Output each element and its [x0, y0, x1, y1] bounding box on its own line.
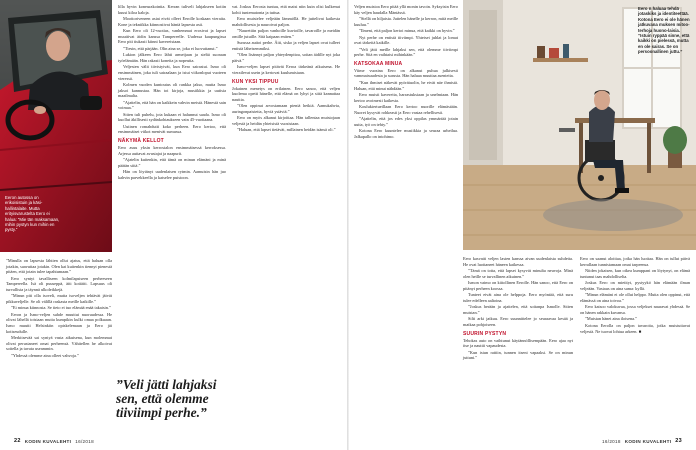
paragraph: Kotona Eerolla on paljon tavaroita, jotka muistuttavat veljestä. Ne tuovat lohtua arkeen. ■	[580, 323, 690, 334]
article-column-2	[118, 4, 226, 181]
paragraph: ”Ei minua kiinnosta. Se tieto ei tuo elämää enää takaisin.”	[11, 305, 111, 311]
paragraph: Nyt perhe on entistä tiiviimpi. Yhteiset juhlat ja lomat ovat tärkeitä kaikille.	[354, 34, 458, 46]
paragraph: ”Ajatelin kuitenkin, että tämä on minun elämäni ja minä päätän siitä.”	[118, 157, 226, 168]
paragraph: Hän on löytänyt uudenlaisen rytmin. Aamuisin hän juo kahvin parvekkeella ja katselee puistoon.	[118, 169, 226, 180]
paragraph: Kotona Eero kuuntelee musiikkia ja seuraa urheilua. Jalkapallo on intohimo.	[354, 128, 458, 139]
paragraph: Veljesten välit tiivistyivät, kun Eero sairastui. Ismo oli ensimmäinen, joka tuli sairaalaan ja istui viikonloput vuoteen vieressä.	[118, 64, 226, 81]
right-photo-caption: Eero n haluaa tehdä jotaskiks ja identiteettää. Kotona Eero ei ole hänen jatkuvana muksen mitoo-terhoja huono-laisia. “Istuin ryppää sinne, että kaikki on pielessä, mutta en ole sairas. Se on persoonallinen juttu.”	[638, 6, 690, 55]
paragraph: ”Olen lisännyt paljon yhteydenpitoa, soitan äidille nyt joka päivä.”	[232, 52, 340, 63]
paragraph: ”Haluan, että lapset tietävät, millainen heidän isänsä oli.”	[237, 127, 336, 133]
paragraph: ”Tämä on totta, että lapset kysyvät minulta neuvoja. Minä olen heille se turvallinen aikuinen.”	[463, 268, 573, 279]
paragraph: Kolmen vuoden kuntoutus oli rankka jakso, mutta Ismo jaksoi kannustaa. Hän toi kirjoja, musiikkia ja uutisia maailmalta.	[118, 82, 226, 99]
article-column-5	[463, 256, 573, 362]
paragraph: ”Minun elämäni ei ole ollut helppo. Mutta olen oppinut, että elämässä on aina toivoa.”	[580, 292, 690, 303]
paragraph: Lukion jälkeen Eero lähti armeijaan ja sieltä suoraan työelämään. Hän rakasti koneita ja nopeutta.	[118, 52, 226, 63]
paragraph: ”Minun piti olla isoveli, mutta isoveljen tehtävät jäivät pikkuveljelle. Se oli välillä raskasta meille kaikille.”	[6, 293, 112, 304]
paragraph: Eero on myös alkanut kirjoittaa. Hän tallentaa muistojaan veljestä ja heidän yhteisistä vuosistaan.	[232, 115, 340, 126]
paragraph: Ismo-veljen lapset pitävät Eeroa tärkeänä aikuisena. He vierailevat usein ja kertovat kuulumisiaan.	[232, 64, 340, 76]
paragraph: Merkitsevää sai syntyä vasta aikuisena, kun molemmat olivat perustaneet omat perheensä. Vähitellen he alkoivat soitella ja tavata useammin.	[6, 335, 112, 352]
paragraph: ”Naurettiin paljon vanhoille kuvioille, tavaroille ja meidän omille jutuille. Sitä kaipaan eniten.”	[232, 28, 340, 39]
article-column-3	[232, 4, 340, 134]
paragraph: Viime vuosina Eero on alkanut puhua julkisesti vammaisuudesta ja surusta. Hän haluaa muuttaa asenteita.	[354, 67, 458, 79]
paragraph: Surussa auttoi perhe. Äiti, sisko ja veljen lapset ovat tulleet entistä läheisemmiksi.	[232, 40, 340, 51]
paragraph: Tehokas auto on vaihtunut käytännöllisempään. Eero ajaa nyt itse ja nauttii vapaudesta.	[463, 337, 573, 349]
paragraph: Veljen muistoa Eero pitää yllä monin tavoin. Syksyisin Eero käy veljen haudalla Mäntässä.	[354, 4, 458, 15]
paragraph: lilla hyvin koneurakointia. Kerran tuliveli lahjakseen kotiin kuusi kiloa kaloja.	[118, 4, 226, 15]
paragraph: Eero muistelee veljeään lämmöllä. He juttelivat kaikesta mahdollisesta ja nauroivat paljon.	[232, 16, 340, 27]
section-heading: KATSOKAA MINUA	[354, 60, 403, 67]
paragraph: Tunteet eivät aina ole helppoja. Eero myöntää, että suru tulee edelleen aaltoina.	[463, 292, 573, 303]
section-heading: NÄKYMÄ KELLOT	[118, 138, 164, 145]
paragraph: Ismon vaimo on kiitollinen Eerolle. Hän sanoo, että Eero on pitänyt perheen koossa.	[463, 280, 573, 291]
spine	[347, 0, 349, 450]
footer-right	[602, 438, 682, 444]
paragraph: ”Tiesin, että pärjään. Olin aina se, joka ei luovuttanut.”	[123, 45, 218, 51]
paragraph: Jokainen menetys on erilainen. Eero sanoo, että veljen kuolema opetti hänelle, että elämä on lyhyt ja siitä kannattaa nauttia.	[232, 85, 340, 102]
paragraph: Eero syntyi tavalliseen kolmilapsiseen perheeseen Tampereella. Isä oli puuseppä, äiti kotiäiti. Lapsuus oli turvallista ja täynnä ulkoleikkejä.	[6, 275, 112, 292]
paragraph: Eeron ja Ismo-veljen suhde muuttui nuoruudessa. He olivat lähellä toisiaan mutta kumpikin kulki omaa polkuaan. Ismo muutti Helsinkiin opiskelemaan ja Eero jäi kotiseudulle.	[6, 311, 112, 334]
paragraph: ”Kun ihmiset näkevät pyörätuolin, he eivät näe ihmistä. Haluan, että minut nähdään.”	[354, 80, 458, 91]
magazine-name: KODIN KUVALEHTI	[24, 438, 72, 444]
section-heading: SUURIN PYSTYN	[463, 330, 507, 337]
left-photo-caption: Eeron autossa on erikoisistuin ja käsi-hallintalaite. Mutta erityisvarustelta Eero ei halua: “Mie tän maksamaan, mihin pystyn kun mihin en pysty.”	[5, 195, 60, 233]
paragraph: ”Muistan hänet aina iloisena.”	[585, 316, 638, 322]
paragraph: Uutinen romahdutti koko perheen. Eero kertoo, että ensimmäiset viikot menivät sumussa.	[118, 123, 226, 135]
paragraph: vat. Joskus Eerosta tuntuu, että maisi niin kuin olisi kulkenut kohti tuntematonta ja tuttua.	[232, 4, 340, 15]
paragraph: Moottoriveneen asiat eivät olleet Eerolle koskaan vieraita. Kone ja tekniikka kiinnostivat häntä lapsesta asti.	[118, 16, 226, 27]
paragraph: Eero asuu yksin kerrostalon ensimmäisessä kerroksessa. Arjessa auttavat avustajat ja naapurit.	[118, 145, 226, 156]
paragraph: Eero kasvatti veljen lasten kanssa aivan uudenlaista suhdetta. He ovat luottaneet häneen kaikessa.	[463, 256, 573, 267]
paragraph: Eero on saanut aloittaa, jotka hän luottaa. Hän on tullut päivä kerrallaan tunnistamaan omat tarpeensa.	[580, 256, 690, 267]
paragraph: ”Minulla on lapsesta lähtien ollut ajatus, että haluan olla jotakin, saavuttaa jotakin. Olen kai kuitenkin tiennyt pienestä pitäen, että jotain tulee tapahtumaan.”	[6, 258, 112, 275]
paragraph: ”Siellä on hiljaista. Juttelen hänelle ja kerron, mitä meille kuuluu.”	[354, 16, 458, 27]
paragraph: Eero katsoo valokuvaa, jossa veljekset nauravat yhdessä. Se on hänen rakkain kuvansa.	[580, 304, 690, 315]
pull-quote: ”Veli jätti lahjaksi sen, että olemme tiiviimpi perhe.”	[116, 377, 217, 420]
section-heading: KUN YKSI TIPPUU	[232, 78, 279, 85]
magazine-name: KODIN KUVALEHTI	[624, 438, 672, 444]
paragraph: ”Kun istun rattiin, tunnen itseni vapaaksi. Se on minun juttuni.”	[463, 349, 573, 361]
paragraph: Joskus Eero on mietityt, pystyykö hän elämään ilman veljeään. Vastaus on aina sama: kyllä.	[580, 280, 690, 291]
paragraph: ”Ajattelin, että jos edes yksi oppilas ymmärtää jotain uutta, työ on tehty.”	[354, 116, 458, 127]
paragraph: Sitten tuli puhelu, jota kukaan ei halunnut saada. Ismo oli kuollut äkillisesti sydänkohtaukseen vain 45-vuotiaana.	[118, 111, 226, 123]
paragraph: Niiden jokaisen, kun oikea kumppani on löytynyt, on elämä tuntunut taas mahdolliselta.	[580, 268, 690, 279]
paragraph: ”Ajattelin, että hän on kaikkein vahvin meistä. Hänestä sain voimaa.”	[118, 99, 226, 111]
paragraph: ”Ilmeni, että paljon kertoi minua, että kaikki on hyvin.”	[359, 28, 455, 34]
paragraph: Koulukiertueillaan Eero kertoo nuorille elämästään. Nuoret kysyvät rohkeasti ja Eero vastaa rehellisesti.	[354, 104, 458, 115]
paragraph: ”Joskus herään ja ajattelen, että soitanpa Ismolle. Sitten muistan.”	[463, 304, 573, 315]
issue-number: 16/2018	[75, 438, 94, 444]
page-number: 22	[14, 438, 21, 444]
article-column-7	[580, 256, 690, 335]
page-number: 23	[675, 438, 682, 444]
paragraph: Kun Eero oli 12-vuotias, vanhemmat erosivat ja lapset muuttivat äidin kanssa Tampereelle. Uudessa kaupungissa Eero piti tiukasti kiinni kavereistaan.	[118, 28, 226, 45]
paragraph: Silti arki jatkuu. Eero suunnittelee jo seuraavaa kesää ja matkaa pohjoiseen.	[463, 316, 573, 328]
paragraph: ”Yhdessä olemme aina olleet vahvoja.”	[11, 352, 79, 358]
article-column-4	[354, 4, 458, 140]
paragraph: Eero muisti kavereita, harrastuksiaan ja unelmiaan. Hän kertoo avoimesti kaikesta.	[354, 92, 458, 103]
article-column-1	[6, 258, 112, 359]
paragraph: ”Veli jätti meille lahjaksi sen, että olemme tiiviimpi perhe. Sitä en vaihtaisi mihinkään.”	[354, 46, 458, 58]
paragraph: ”Olen oppinut arvostamaan pieniä hetkiä. Aamukahvia, auringonpaistetta, hyviä ystäviä.”	[232, 103, 340, 114]
footer-left	[14, 438, 94, 444]
issue-number: 16/2018	[602, 438, 621, 444]
